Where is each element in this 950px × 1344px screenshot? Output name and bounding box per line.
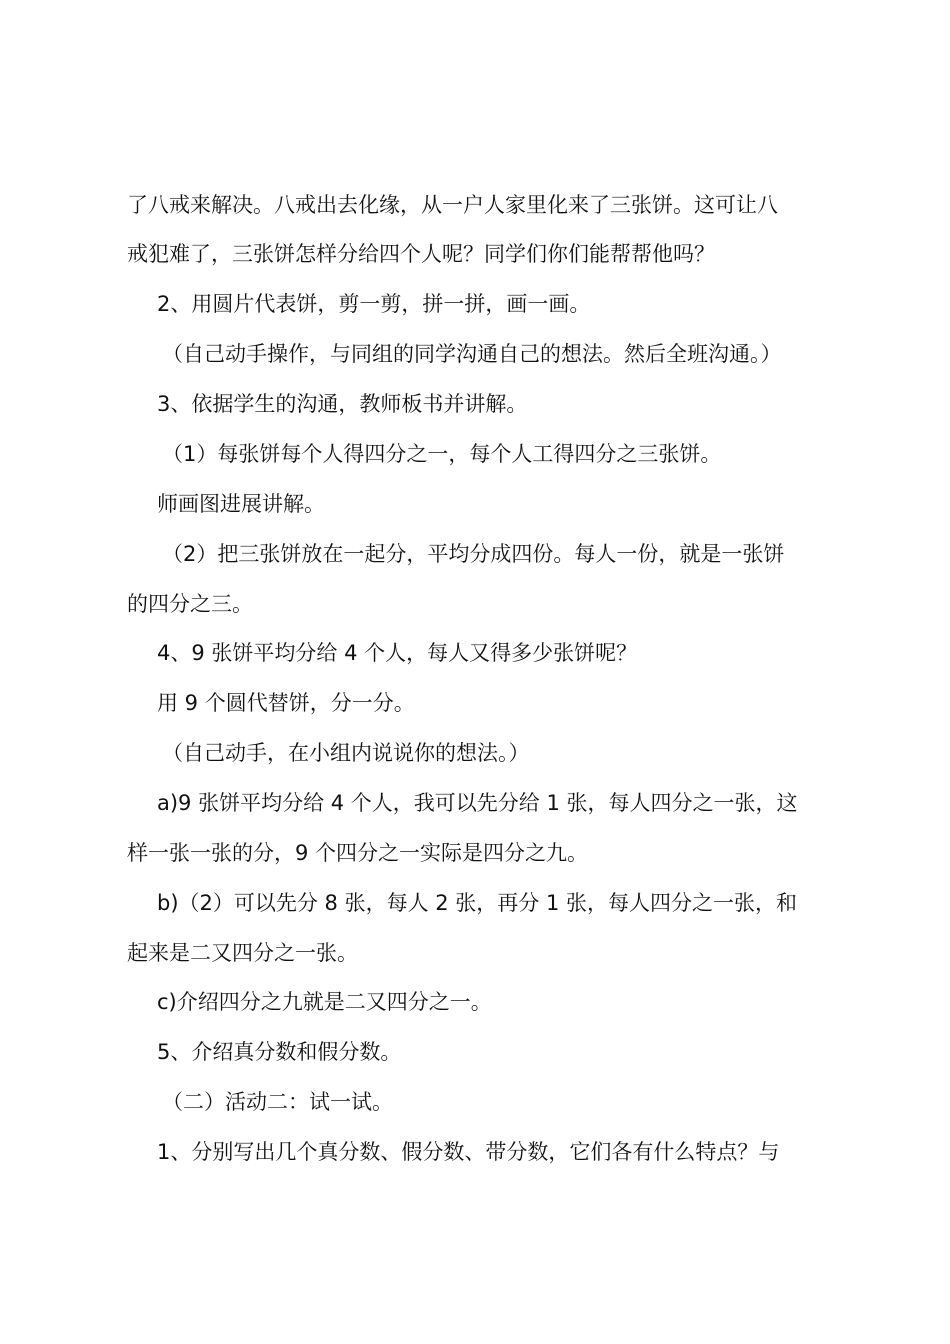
text-line-5: 3、依据学生的沟通，教师板书并讲解。 [157,392,528,416]
text-line-6: （1）每张饼每个人得四分之一，每个人工得四分之三张饼。 [162,442,722,466]
text-line-12: （自己动手，在小组内说说你的想法。） [162,741,530,765]
text-line-14: 样一张一张的分，9 个四分之一实际是四分之九。 [127,841,589,865]
text-line-9: 的四分之三。 [127,592,253,616]
text-line-8: （2）把三张饼放在一起分，平均分成四份。每人一份，就是一张饼 [162,542,785,566]
text-line-16: 起来是二又四分之一张。 [127,941,358,965]
text-line-2: 戒犯难了，三张饼怎样分给四个人呢？同学们你们能帮帮他吗？ [127,242,715,266]
text-line-19: （二）活动二：试一试。 [162,1090,393,1114]
text-line-20: 1、分别写出几个真分数、假分数、带分数，它们各有什么特点？与 [157,1140,780,1164]
text-line-4: （自己动手操作，与同组的同学沟通自己的想法。然后全班沟通。） [162,342,782,366]
text-line-15: b)（2）可以先分 8 张，每人 2 张，再分 1 张，每人四分之一张，和 [157,891,798,915]
text-line-18: 5、介绍真分数和假分数。 [157,1040,402,1064]
text-line-1: 了八戒来解决。八戒出去化缘，从一户人家里化来了三张饼。这可让八 [127,193,778,217]
text-line-10: 4、9 张饼平均分给 4 个人，每人又得多少张饼呢？ [157,641,638,665]
text-line-7: 师画图进展讲解。 [157,492,325,516]
text-line-11: 用 9 个圆代替饼，分一分。 [157,691,415,715]
text-line-3: 2、用圆片代表饼，剪一剪，拼一拼，画一画。 [157,292,591,316]
text-line-17: c)介绍四分之九就是二又四分之一。 [157,990,492,1014]
text-line-13: a)9 张饼平均分给 4 个人，我可以先分给 1 张，每人四分之一张，这 [157,791,798,815]
